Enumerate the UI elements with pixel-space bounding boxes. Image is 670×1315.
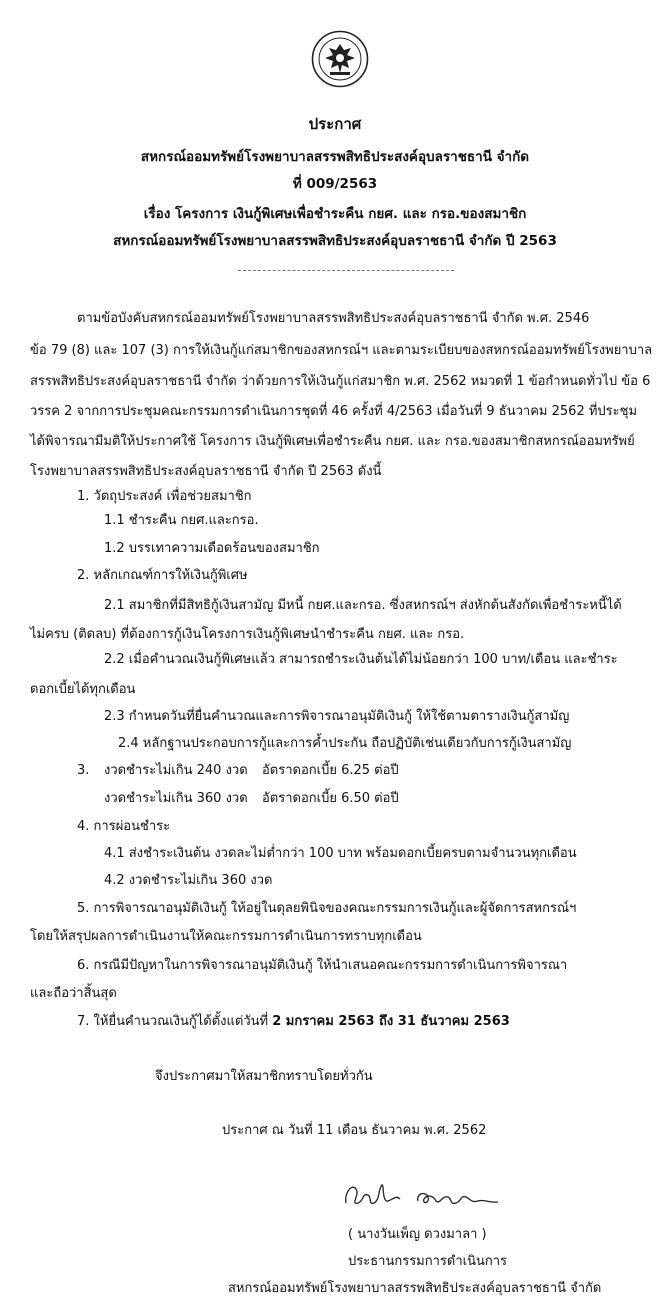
subject-line-1: เรื่อง โครงการ เงินกู้พิเศษเพื่อชำระคืน กยศ. และ กรอ.ของสมาชิก: [143, 206, 527, 222]
handwritten-signature: [338, 1175, 518, 1215]
closing-statement: จึงประกาศมาให้สมาชิกทราบโดยทั่วกัน: [155, 1069, 373, 1084]
section-7: [77, 1013, 510, 1031]
section-2-4: 2.4 หลักฐานประกอบการกู้และการค้ำประกัน ถือปฏิบัติเช่นเดียวกับการกู้เงินสามัญ: [118, 736, 572, 751]
section-2-heading: 2. หลักเกณฑ์การให้เงินกู้พิเศษ: [77, 568, 248, 583]
section-2-3: 2.3 กำหนดวันที่ยื่นคำนวณและการพิจารณาอนุมัติเงินกู้ ให้ใช้ตามตารางเงินกู้สามัญ: [104, 709, 570, 724]
section-1-2: 1.2 บรรเทาความเดือดร้อนของสมาชิก: [104, 541, 320, 556]
section-3-term-2: งวดชำระไม่เกิน 360 งวด: [104, 791, 248, 806]
section-4-heading: 4. การผ่อนชำระ: [77, 819, 171, 834]
section-4-2: 4.2 งวดชำระไม่เกิน 360 งวด: [104, 873, 273, 888]
section-7-period: 2 มกราคม 2563 ถึง 31 ธันวาคม 2563: [272, 1014, 510, 1029]
preamble-line-3: สรรพสิทธิประสงค์อุบลราชธานี จำกัด ว่าด้วยการให้เงินกู้แก่สมาชิก พ.ศ. 2562 หมวดที่ 1 ข้อกำหนดทั่วไป ข้อ 6: [30, 374, 651, 389]
section-5-line-2: โดยให้สรุปผลการดำเนินงานให้คณะกรรมการดำเนินการทราบทุกเดือน: [30, 929, 422, 944]
section-3-number: 3.: [77, 763, 90, 778]
dateline: ประกาศ ณ วันที่ 11 เดือน ธันวาคม พ.ศ. 2562: [222, 1123, 487, 1138]
header-separator: [238, 270, 454, 271]
signatory-organization: สหกรณ์ออมทรัพย์โรงพยาบาลสรรพสิทธิประสงค์อุบลราชธานี จำกัด: [228, 1281, 602, 1296]
section-3-term-1: งวดชำระไม่เกิน 240 งวด: [104, 763, 248, 778]
section-6-line-2: และถือว่าสิ้นสุด: [30, 986, 117, 1001]
preamble-line-2: ข้อ 79 (8) และ 107 (3) การให้เงินกู้แก่สมาชิกของสหกรณ์ฯ และตามระเบียบของสหกรณ์ออมทรัพย์โรงพยาบาล: [30, 343, 653, 358]
section-5-line-1: 5. การพิจารณาอนุมัติเงินกู้ ให้อยู่ในดุลยพินิจของคณะกรรมการเงินกู้และผู้จัดการสหกรณ์ฯ: [77, 901, 577, 916]
section-3-rate-2: อัตราดอกเบี้ย 6.50 ต่อปี: [262, 791, 399, 806]
section-6-line-1: 6. กรณีมีปัญหาในการพิจารณาอนุมัติเงินกู้ ให้นำเสนอคณะกรรมการดำเนินการพิจารณา: [77, 958, 568, 973]
section-2-2-line-2: ดอกเบี้ยได้ทุกเดือน: [30, 682, 136, 697]
section-2-2-line-1: 2.2 เมื่อคำนวณเงินกู้พิเศษแล้ว สามารถชำระเงินต้นได้ไม่น้อยกว่า 100 บาท/เดือน และชำระ: [104, 652, 618, 667]
signatory-name: ( นางวันเพ็ญ ดวงมาลา ): [348, 1227, 487, 1242]
preamble-line-5: ได้พิจารณามีมติให้ประกาศใช้ โครงการ เงินกู้พิเศษเพื่อชำระคืน กยศ. และ กรอ.ของสมาชิกสหกรณ์ออมทรัพย์: [30, 434, 635, 449]
subject-line-2: สหกรณ์ออมทรัพย์โรงพยาบาลสรรพสิทธิประสงค์อุบลราชธานี จำกัด ปี 2563: [113, 233, 557, 249]
section-2-1-line-1: 2.1 สมาชิกที่มีสิทธิกู้เงินสามัญ มีหนี้ กยศ.และกรอ. ซึ่งสหกรณ์ฯ ส่งหักต้นสังกัดเพื่อชำระหนี้ได้: [104, 598, 622, 613]
preamble-line-1: ตามข้อบังคับสหกรณ์ออมทรัพย์โรงพยาบาลสรรพสิทธิประสงค์อุบลราชธานี จำกัด พ.ศ. 2546: [77, 311, 590, 326]
section-4-1: 4.1 ส่งชำระเงินต้น งวดละไม่ต่ำกว่า 100 บาท พร้อมดอกเบี้ยครบตามจำนวนทุกเดือน: [104, 846, 577, 861]
section-7-text: 7. ให้ยื่นคำนวณเงินกู้ได้ตั้งแต่วันที่: [77, 1014, 273, 1029]
section-2-1-line-2: ไม่ครบ (ติดลบ) ที่ต้องการกู้เงินโครงการเงินกู้พิเศษนำชำระคืน กยศ. และ กรอ.: [30, 627, 465, 642]
section-1-1: 1.1 ชำระคืน กยศ.และกรอ.: [104, 513, 259, 528]
preamble-line-6: โรงพยาบาลสรรพสิทธิประสงค์อุบลราชธานี จำกัด ปี 2563 ดังนี้: [30, 464, 382, 479]
section-3-rate-1: อัตราดอกเบี้ย 6.25 ต่อปี: [262, 763, 399, 778]
cooperative-logo: [311, 30, 369, 88]
organization-name: สหกรณ์ออมทรัพย์โรงพยาบาลสรรพสิทธิประสงค์อุบลราชธานี จำกัด: [140, 149, 530, 165]
section-1-heading: 1. วัตถุประสงค์ เพื่อช่วยสมาชิก: [77, 489, 252, 504]
announcement-title: ประกาศ: [308, 115, 362, 133]
preamble-line-4: วรรค 2 จากการประชุมคณะกรรมการดำเนินการชุดที่ 46 ครั้งที่ 4/2563 เมื่อวันที่ 9 ธันวาคม 2562 ที่ประชุม: [30, 404, 638, 419]
announcement-number: ที่ 009/2563: [292, 176, 378, 192]
signatory-position: ประธานกรรมการดำเนินการ: [348, 1254, 508, 1269]
